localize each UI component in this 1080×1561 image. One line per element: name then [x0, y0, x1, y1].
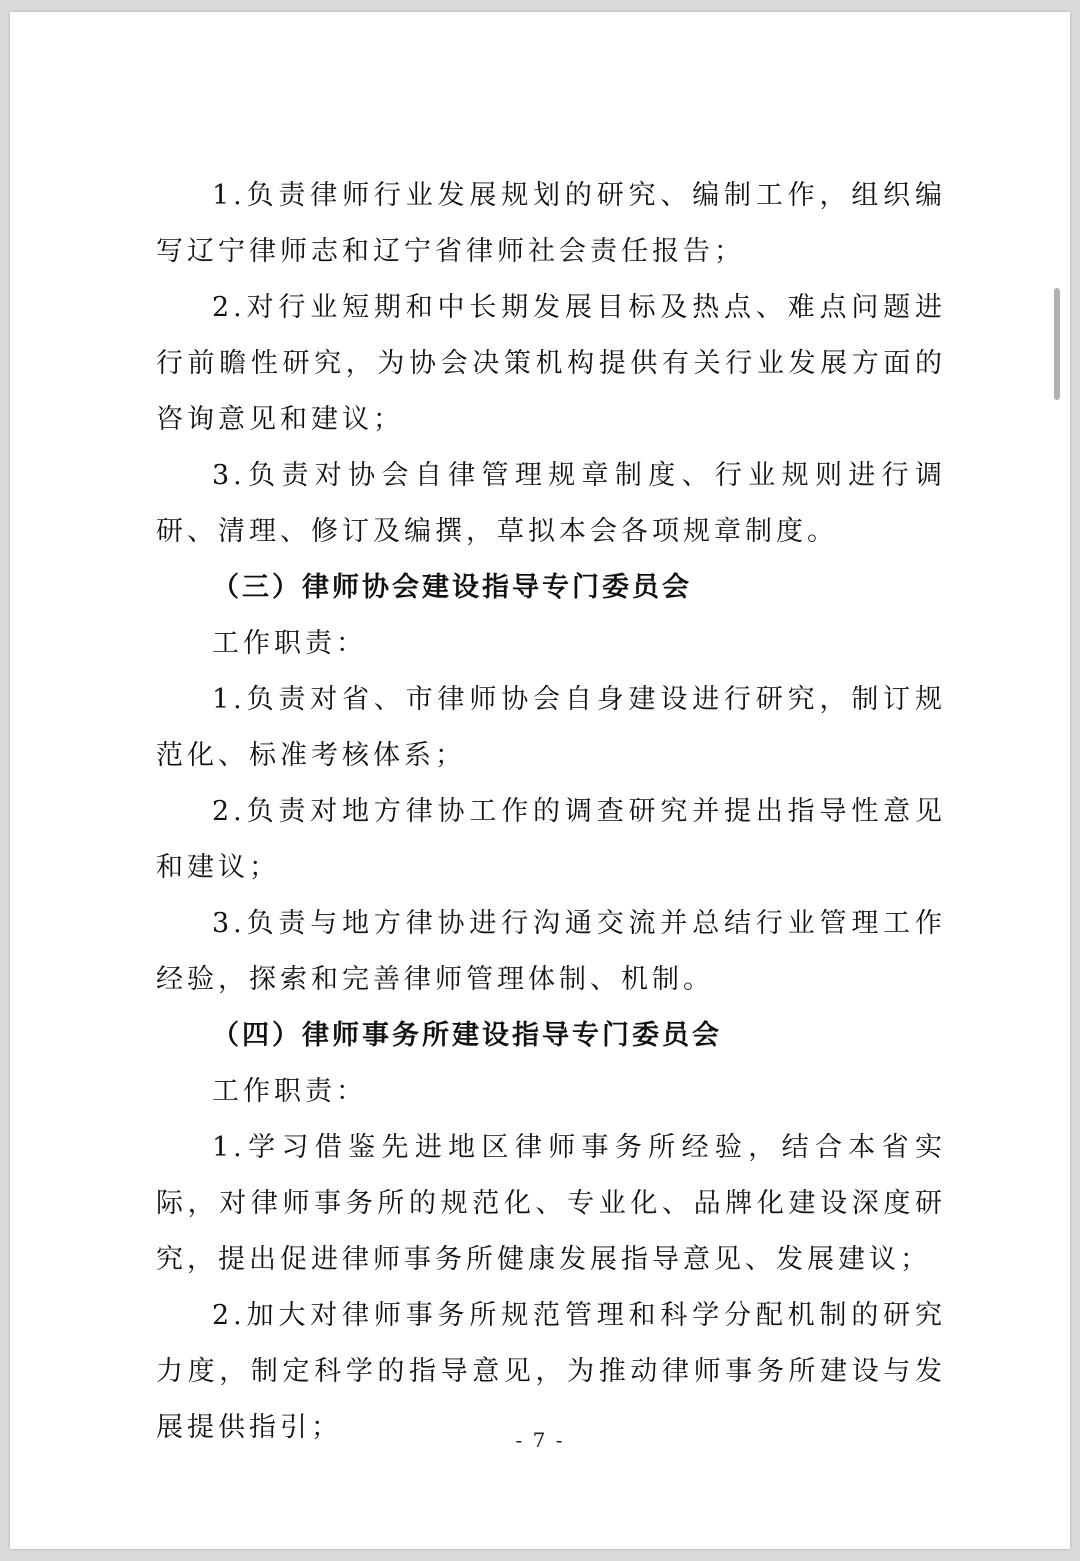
- page-number: - 7 -: [515, 1428, 565, 1452]
- document-page: [10, 12, 1070, 1549]
- paragraph: 3.负责与地方律协进行沟通交流并总结行业管理工作经验，探索和完善律师管理体制、机制。: [156, 908, 946, 995]
- paragraph: 2.对行业短期和中长期发展目标及热点、难点问题进行前瞻性研究，为协会决策机构提供有关行业发展方面的咨询意见和建议；: [156, 292, 946, 435]
- document-body: [156, 168, 946, 1456]
- scrollbar-thumb[interactable]: [1054, 288, 1060, 400]
- section-label: 工作职责：: [212, 1076, 367, 1107]
- section-heading: （三）律师协会建设指导专门委员会: [212, 572, 692, 603]
- paragraph: 1.学习借鉴先进地区律师事务所经验，结合本省实际，对律师事务所的规范化、专业化、品牌化建设深度研究，提出促进律师事务所健康发展指导意见、发展建议；: [156, 1132, 946, 1275]
- paragraph: 1.负责律师行业发展规划的研究、编制工作，组织编写辽宁律师志和辽宁省律师社会责任报告；: [156, 180, 946, 267]
- paragraph: 3.负责对协会自律管理规章制度、行业规则进行调研、清理、修订及编撰，草拟本会各项规章制度。: [156, 460, 946, 547]
- paragraph: 2.负责对地方律协工作的调查研究并提出指导性意见和建议；: [156, 796, 946, 883]
- paragraph: 2.加大对律师事务所规范管理和科学分配机制的研究力度，制定科学的指导意见，为推动律师事务所建设与发展提供指引；: [156, 1300, 946, 1443]
- section-label: 工作职责：: [212, 628, 367, 659]
- section-heading: （四）律师事务所建设指导专门委员会: [212, 1020, 722, 1051]
- paragraph: 1.负责对省、市律师协会自身建设进行研究，制订规范化、标准考核体系；: [156, 684, 946, 771]
